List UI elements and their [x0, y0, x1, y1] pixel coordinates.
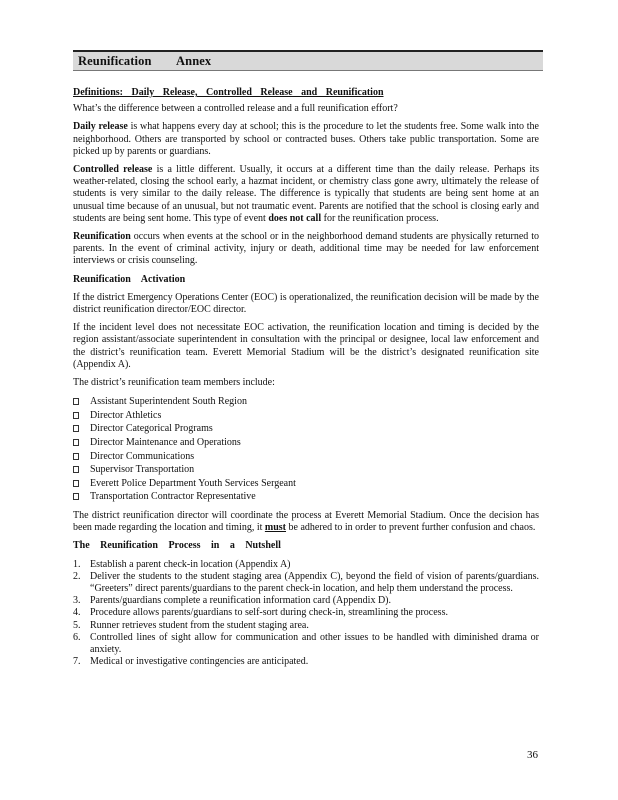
team-members-list: [73, 395, 539, 504]
reunification-text: occurs when events at the school or in the neighborhood demand students are physically returned to parents. In the event of criminal activity, injury or death, additional time may be needed for law enforcement interviews or crisis counseling.: [73, 231, 539, 267]
reunification-term: Reunification: [73, 231, 131, 243]
list-item: Everett Police Department Youth Services Sergeant: [73, 477, 539, 491]
annex-title: Reunification Annex: [78, 54, 212, 68]
list-item: Supervisor Transportation: [73, 463, 539, 477]
list-item: 1. Establish a parent check-in location (Appendix A): [73, 558, 291, 570]
list-item: Director Maintenance and Operations: [73, 436, 539, 450]
list-item: 3. Parents/guardians complete a reunification information card (Appendix D).: [73, 595, 392, 607]
controlled-release-text-2: for the reunification process.: [321, 212, 439, 224]
controlled-release-paragraph: [73, 164, 539, 225]
list-item: Assistant Superintendent South Region: [73, 395, 539, 409]
daily-release-term: Daily release: [73, 121, 128, 133]
checkbox-bullet-icon: [73, 425, 79, 432]
nutshell-heading: The Reunification Process in a Nutshell: [73, 540, 281, 552]
checkbox-bullet-icon: [73, 466, 79, 473]
definitions-heading: Definitions: Daily Release, Controlled Release and Reunification: [73, 87, 384, 98]
list-item: Director Athletics: [73, 409, 539, 423]
list-item: 6. Controlled lines of sight allow for communication and other issues to be handled with diminished drama or anxiety.: [73, 631, 539, 656]
list-item: 7. Medical or investigative contingencies are anticipated.: [73, 656, 309, 668]
process-steps-list: [73, 559, 539, 669]
checkbox-bullet-icon: [73, 480, 79, 487]
list-item: Director Categorical Programs: [73, 422, 539, 436]
controlled-release-emphasis: does not call: [268, 212, 322, 224]
checkbox-bullet-icon: [73, 412, 79, 419]
checkbox-bullet-icon: [73, 398, 79, 405]
checkbox-bullet-icon: [73, 439, 79, 446]
list-item: 4. Procedure allows parents/guardians to self-sort during check-in, streamlining the process.: [73, 607, 448, 619]
must-emphasis: must: [264, 522, 287, 534]
checkbox-bullet-icon: [73, 493, 79, 500]
controlled-release-term: Controlled release: [73, 164, 153, 176]
list-item: Director Communications: [73, 450, 539, 464]
reunification-paragraph: [73, 231, 539, 268]
activation-paragraph-1: If the district Emergency Operations Center (EOC) is operationalized, the reunification decision will be made by the district reunification director/EOC director.: [73, 291, 539, 316]
annex-header-bar: [73, 50, 543, 71]
daily-release-paragraph: [73, 121, 539, 158]
list-item: 2. Deliver the students to the student staging area (Appendix C), beyond the field of vision of parents/guardians. “Greeters” direct parents/guardians to the parent check-in location, and help them understand the process.: [73, 570, 539, 595]
activation-heading: Reunification Activation: [73, 273, 186, 285]
activation-paragraph-3: The district reunification director will coordinate the process at Everett Memorial Stadium. Once the decision has been made regarding the location and timing, it must be adhered to in order to prevent further confusion and chaos.: [73, 510, 539, 534]
definitions-question: What’s the difference between a controlled release and a full reunification effort?: [73, 103, 398, 115]
controlled-release-text-1: is a little different. Usually, it occurs at a different time than the daily release. Perhaps its weather-related, closing the school early, a hazmat incident, or chemistry class gone awry, ultimately the release of students is very similar to the daily release. The difference is typically that students are being sent home at an unusual time because of an unusual, but not traumatic event. Parents are notified that the school is closing early and students are being sent home. This type of event: [73, 164, 539, 224]
daily-release-text: is what happens every day at school; this is the procedure to let the students free. Some walk into the neighborhood. Others are transported by school or contracted buses. Others take public transportation. Some are picked up by parents or guardians.: [73, 121, 539, 157]
page-number: 36: [527, 749, 538, 761]
activation-paragraph-2: If the incident level does not necessitate EOC activation, the reunification location and timing is decided by the region assistant/associate superintendent in consultation with the principal or designee, local law enforcement and the district’s reunification team. Everett Memorial Stadium will be the district’s designated reunification site (Appendix A).: [73, 322, 539, 370]
team-members-intro: The district’s reunification team members include:: [73, 377, 275, 389]
list-item: 5. Runner retrieves student from the student staging area.: [73, 619, 309, 631]
checkbox-bullet-icon: [73, 453, 79, 460]
list-item: Transportation Contractor Representative: [73, 490, 539, 504]
document-body: [73, 87, 539, 668]
